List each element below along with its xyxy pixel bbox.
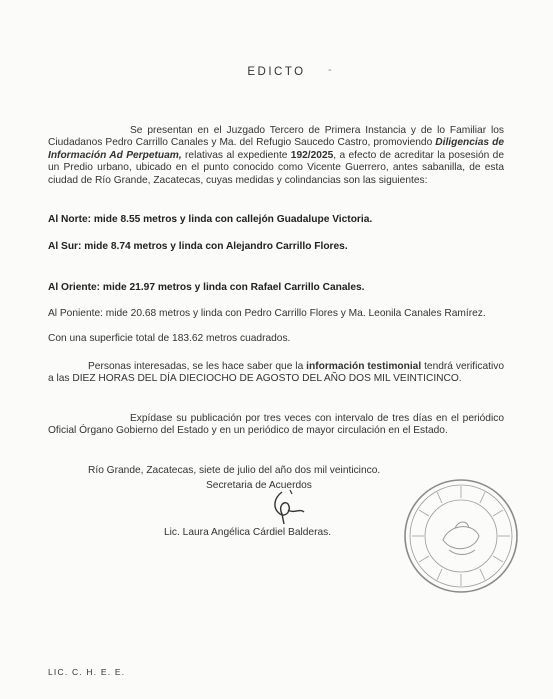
boundary-sur: Al Sur: mide 8.74 metros y linda con Alejandro Carrillo Flores. xyxy=(48,241,348,252)
boundary-poniente: Al Poniente: mide 20.68 metros y linda con Pedro Carrillo Flores y Ma. Leonila Canales Ramírez. xyxy=(48,308,486,319)
document-title: EDICTO xyxy=(247,66,306,78)
handwritten-signature xyxy=(264,488,314,530)
boundary-norte: Al Norte: mide 8.55 metros y linda con callejón Guadalupe Victoria. xyxy=(48,214,373,225)
testimonial-emphasis: información testimonial xyxy=(306,361,422,372)
signer-name: Lic. Laura Angélica Cárdiel Balderas. xyxy=(164,527,332,538)
footer-initials: LIC. C. H. E. E. xyxy=(48,667,126,677)
total-area: Con una superficie total de 183.62 metros cuadrados. xyxy=(48,333,291,344)
notice-paragraph xyxy=(48,361,504,386)
title-mark: - xyxy=(328,64,332,76)
court-seal xyxy=(403,478,519,594)
intro-text-1: Se presentan en el Juzgado Tercero de Primera Instancia y de lo Familiar los Ciudadanos Pedro Carrillo Canales y Ma. del Refugio Saucedo Castro, promoviendo xyxy=(48,125,504,149)
intro-text-3: , a efecto de acreditar la posesión de un Predio urbano, ubicado en el punto conocido como Vicente Guerrero, antes sabanilla, de esta ciudad de Río Grande, Zacatecas, cuyas medidas y colindancias son las siguientes: xyxy=(48,149,504,186)
notice-text-1: Personas interesadas, se les hace saber que la xyxy=(88,361,307,372)
intro-paragraph xyxy=(48,125,504,187)
publication-paragraph: Expídase su publicación por tres veces con intervalo de tres días en el periódico Oficial Órgano Gobierno del Estado y en un periódico de mayor circulación en el Estado. xyxy=(48,413,504,437)
signer-role: Secretaria de Acuerdos xyxy=(206,480,312,491)
boundary-oriente: Al Oriente: mide 21.97 metros y linda con Rafael Carrillo Canales. xyxy=(48,282,365,293)
intro-text-2: relativas al expediente xyxy=(181,149,291,161)
expediente-number: 192/2025 xyxy=(290,149,334,161)
place-date: Río Grande, Zacatecas, siete de julio del año dos mil veinticinco. xyxy=(88,465,381,476)
notice-text-2: tendrá verificativo a las DIEZ HORAS DEL DÍA DIECIOCHO DE AGOSTO DEL AÑO DOS MIL VEINTICINCO. xyxy=(48,361,504,385)
diligencias-emphasis: Diligencias de Información Ad Perpetuam, xyxy=(48,137,504,161)
